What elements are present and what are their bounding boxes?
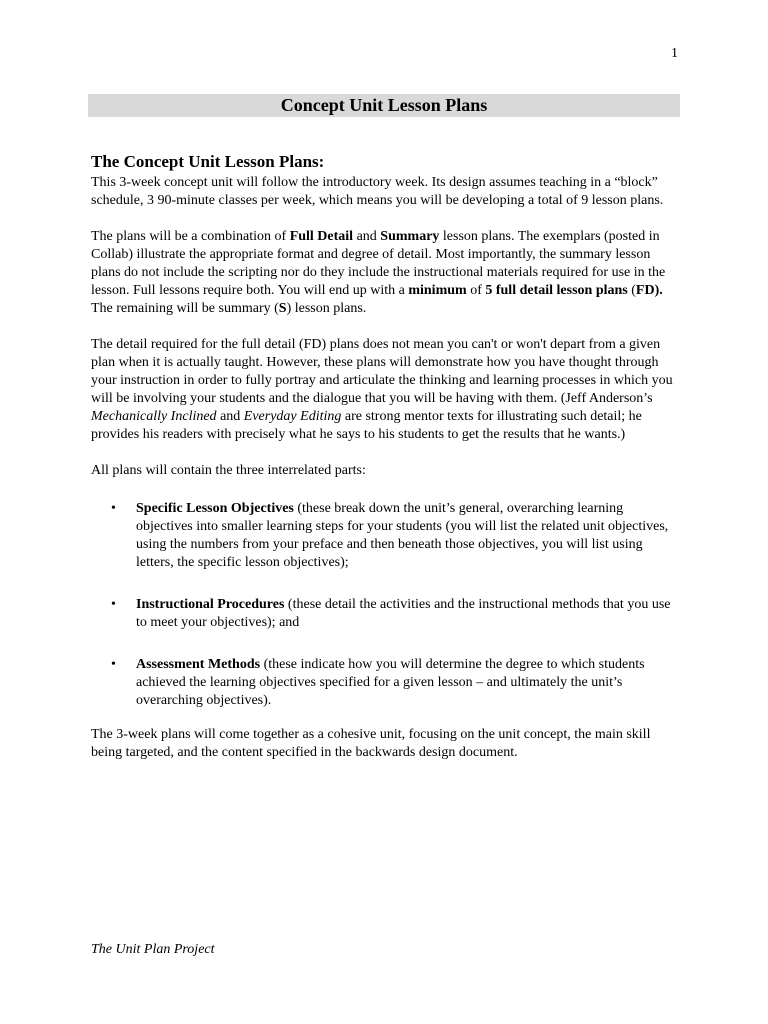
list-item [91,596,681,632]
title-bar [88,94,680,117]
text-run: The detail required for the full detail (FD) plans does not mean you can't or won't depart from a given plan when it is actually taught. However, these plans will demonstrate how you have thought through your instruction in order to fully portray and articulate the thinking and learning processes in which you will be involving your students and the dialogue that you will be having with them. (Jeff Anderson’s [91,337,673,406]
paragraph-detail [91,336,681,444]
paragraph-cohesive-unit: The 3-week plans will come together as a cohesive unit, focusing on the unit concept, the main skill being targeted, and the content specified in the backwards design document. [91,727,651,760]
list-item-text: (these indicate how you will determine the degree to which students achieved the learning objectives specified for a given lesson – and ultimately the unit’s overarching objectives). [136,657,645,708]
bold-full-detail: Full Detail [289,229,354,244]
text-run: ( [627,283,636,298]
page-number: 1 [671,46,678,61]
section-heading: The Concept Unit Lesson Plans: [91,152,325,171]
list-item-text: (these break down the unit’s general, overarching learning objectives into smaller learning steps for your students (you will list the related unit objectives, using the numbers from your preface and then beneath those objectives, you will list using letters, the specific lesson objectives); [136,501,669,570]
text-run: lesson plans. The exemplars (posted in Collab) illustrate the appropriate format and degree of detail. Most importantly, the summary lesson plans do not include the scripting nor do they include the instructional materials required for use in the lesson. Full lessons require both. You will end up with a [91,229,666,298]
body-content [91,152,681,780]
italic-everyday-editing: Everyday Editing [243,409,342,424]
text-run: The remaining will be summary ( [91,301,279,316]
bold-summary: Summary [380,229,440,244]
bullet-icon: • [111,597,116,612]
text-run: and [353,229,381,244]
text-run: The plans will be a combination of [91,229,290,244]
list-item-label: Instructional Procedures [136,597,285,612]
bold-five-fd-plans: 5 full detail lesson plans [485,283,628,298]
italic-mechanically-inclined: Mechanically Inclined [91,409,217,424]
bold-fd: FD). [635,283,663,298]
list-item-text: (these detail the activities and the instructional methods that you use to meet your objectives); and [136,597,671,630]
paragraph-intro: This 3-week concept unit will follow the introductory week. Its design assumes teaching in a “block” schedule, 3 90-minute classes per week, which means you will be developing a total of 9 lesson plans. [91,175,664,208]
list-item [91,500,681,572]
bullet-icon: • [111,657,116,672]
page-title: Concept Unit Lesson Plans [280,95,488,115]
bullet-icon: • [111,501,116,516]
text-run: ) lesson plans. [286,301,367,316]
text-run: of [466,283,486,298]
parts-list [91,500,681,710]
paragraph-plan-types [91,228,681,318]
list-item [91,656,681,710]
text-run: are strong mentor texts for illustrating such detail; he provides his readers with precisely what he says to his students to get the results that he wants.) [91,409,642,442]
page-footer: The Unit Plan Project [91,942,215,957]
paragraph-three-parts: All plans will contain the three interrelated parts: [91,463,366,478]
list-item-label: Specific Lesson Objectives [136,501,294,516]
bold-minimum: minimum [408,283,467,298]
bold-s: S [278,301,287,316]
list-item-label: Assessment Methods [136,657,261,672]
text-run: and [216,409,244,424]
